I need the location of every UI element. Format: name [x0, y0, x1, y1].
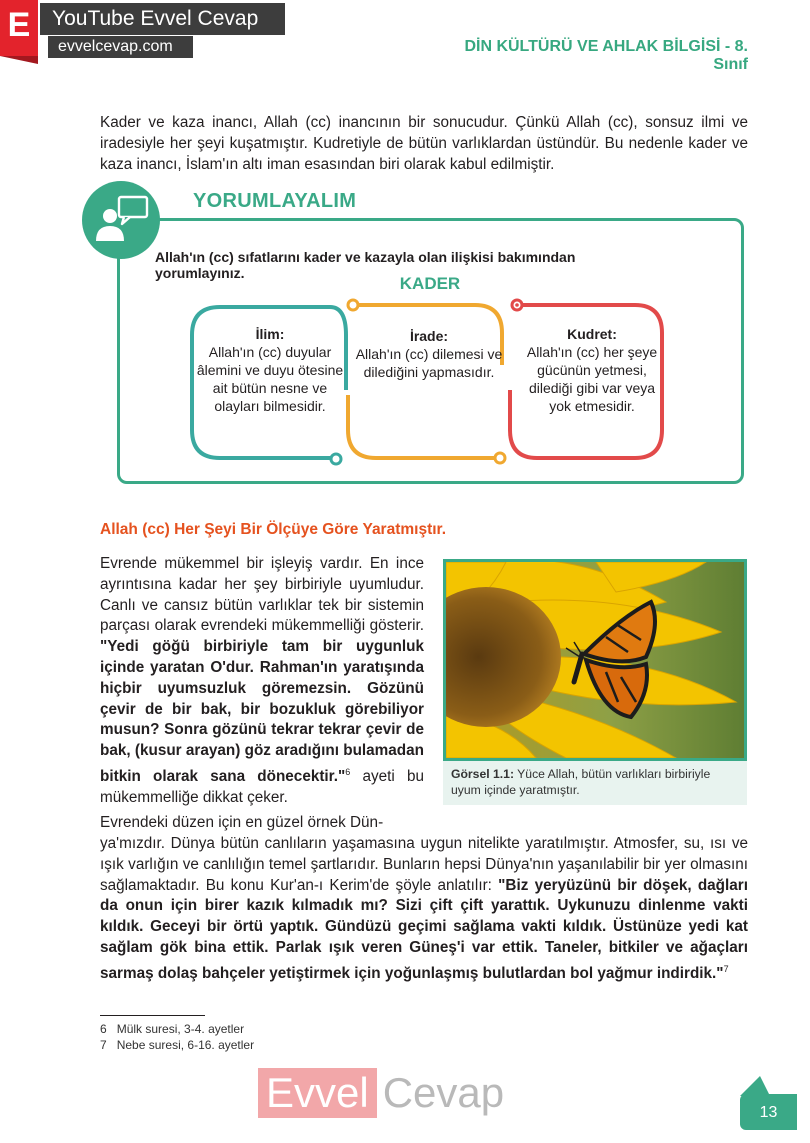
page-tab-arrow — [740, 1076, 770, 1096]
intro-paragraph: Kader ve kaza inancı, Allah (cc) inancının bir sonucudur. Çünkü Allah (cc), sonsuz ilmi ve iradesiyle her şeyi kuşatmıştır. Kudretiyle de bütün varlıklardan üstündür. Bu nedenle kader ve kaza inancı, İslam'ın altı iman esasından biri olarak kabul edilmiştir. — [100, 114, 748, 173]
footnote-6 — [100, 1022, 244, 1036]
ilim-node — [331, 454, 341, 464]
section-title: Allah (cc) Her Şeyi Bir Ölçüye Göre Yaratmıştır. — [100, 521, 447, 538]
verse-quote: "Biz yeryüzünü bir döşek, dağları da onun için birer kazık kılmadık mı? Sizi çift çift yarattık. Uykunuzu dinlenme vakti kıldık. Geceyi bir örtü yaptık. Gündüzü geçimi sağlama vakti kıldık. Üstünüze yedi kat sağlam gök bina ettik. Parlak ışık veren Güneş'i var ettik. Taneler, bitkiler ve ağaçları sarmaş dolaş bahçeler yetiştirmek için yoğunlaşmış bulutlardan bol yağmur indirdik." — [100, 876, 748, 982]
brand-site-label: evvelcevap.com — [48, 36, 193, 58]
kader-heading: KADER — [399, 274, 461, 293]
paragraph-line: Evrendeki düzen için en güzel örnek Dün- — [100, 814, 384, 831]
brand-logo: E — [0, 0, 38, 56]
page-number: 13 — [740, 1094, 797, 1130]
irade-card — [351, 327, 507, 381]
caption-label: Görsel 1.1: — [451, 767, 514, 781]
irade-text: Allah'ın (cc) dilemesi ve dilediğini yapmasıdır. — [355, 346, 503, 380]
activity-title: YORUMLAYALIM — [193, 190, 357, 212]
footnote-text: Mülk suresi, 3-4. ayetler — [116, 1022, 245, 1036]
footer-logo-word2: Cevap — [382, 1069, 505, 1116]
irade-node-top — [348, 300, 358, 310]
caption-text: Yüce Allah, bütün varlıkları birbiriyle uyum içinde yaratmıştır. — [451, 767, 711, 797]
paragraph-text: ya'mızdır. Dünya bütün canlıların yaşamasına uygun nitelikte yaratılmıştır. Atmosfer, su, ısı ve ışık varlığın ve canlılığın temel şartlarıdır. Bunların hepsi Dünya'nın yaşanılabilir bir yer olmasını sağlamaktadır. Bu konu Kur'an-ı Kerim'de şöyle anlatılır: — [100, 835, 748, 894]
footnote-ref: 7 — [723, 963, 729, 974]
ilim-text: Allah'ın (cc) duyular âlemini ve duyu ötesine ait bütün nesne ve olayları bilmesidir. — [196, 344, 344, 414]
brand-youtube-label: YouTube Evvel Cevap — [40, 3, 285, 35]
footer-logo-word1: Evvel — [258, 1068, 377, 1118]
irade-node-bottom — [495, 453, 505, 463]
kudret-heading: Kudret: — [567, 326, 617, 342]
footnote-number: 7 — [100, 1038, 107, 1052]
footnote-number: 6 — [100, 1022, 107, 1036]
photo-caption — [443, 761, 747, 805]
paragraph-text: ayeti bu mükemmelliğe dikkat çeker. — [100, 768, 425, 806]
verse-quote: "Yedi göğü birbiriyle tam bir uygunluk içinde yaratan O'dur. Rahman'ın yaratışında hiçbir uyumsuzluk göremezsin. Gözünü çevir de bir bak, bir bozukluk görebiliyor musun? Sonra gözünü tekrar tekrar çevir de bak, (kusur arayan) göz aradığını bulamadan bitkin olarak sana dönecektir." — [100, 638, 424, 786]
left-column-paragraph — [100, 554, 424, 809]
full-width-paragraph — [100, 834, 748, 985]
irade-heading: İrade: — [409, 328, 449, 344]
kudret-text: Allah'ın (cc) her şeye gücünün yetmesi, dilediği gibi var veya yok etmesidir. — [526, 344, 658, 414]
footnote-text: Nebe suresi, 6-16. ayetler — [116, 1038, 255, 1052]
footer-brand-logo — [258, 1068, 510, 1118]
activity-question: Allah'ın (cc) sıfatlarını kader ve kazayla olan ilişkisi bakımından yorumlayınız. — [155, 249, 576, 281]
ilim-heading: İlim: — [255, 326, 285, 342]
irade-connector — [348, 395, 496, 458]
paragraph-text: Evrende mükemmel bir işleyiş vardır. En ince ayrıntısına kadar her şey birbiriyle uyumludur. Canlı ve cansız bütün varlıklar tek bir sistemin parçası olarak evrendeki mükemmelliği gösterir. — [100, 555, 424, 635]
kudret-card — [518, 325, 666, 415]
butterfly-sunflower-photo — [443, 559, 747, 761]
footnote-7 — [100, 1038, 254, 1052]
footnote-rule — [100, 1015, 205, 1016]
ilim-card — [192, 325, 348, 415]
discussion-icon — [82, 181, 160, 259]
footnote-ref: 6 — [345, 766, 351, 777]
running-head: DİN KÜLTÜRÜ VE AHLAK BİLGİSİ - 8. Sınıf — [464, 38, 748, 73]
